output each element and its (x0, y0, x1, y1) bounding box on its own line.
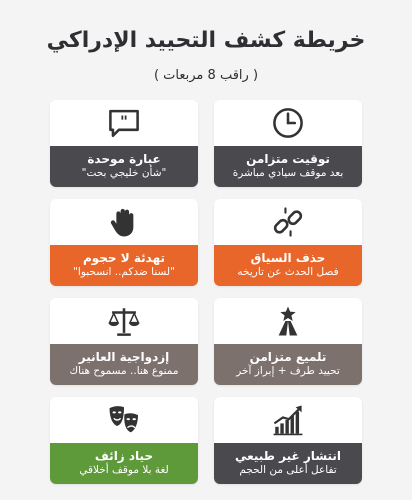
card-title: حياد زائف (94, 449, 154, 464)
card-band (214, 245, 362, 286)
card-subtitle: ممنوع هنا.. مسموح هناك (69, 365, 179, 378)
page-title: خريطة كشف التحييد الإدراكي (46, 28, 366, 53)
card-subtitle: تحييد طرف + إبراز آخر (236, 365, 340, 378)
card-title: تهدئة لا حجوم (82, 251, 166, 266)
stop-hand-icon (107, 205, 141, 239)
card-title: حذف السياق (250, 251, 326, 266)
quote-bubble-icon (107, 106, 141, 140)
card-subtitle: بعد موقف سيادي مباشرة (232, 167, 344, 180)
card-subtitle: "شأن خليجي بحت" (81, 167, 167, 180)
svg-text:": " (120, 112, 128, 131)
broken-link-icon (271, 205, 305, 239)
card-band (50, 245, 198, 286)
card-title: تلميع متزامن (249, 350, 327, 365)
card-subtitle: "لسنا ضدكم.. انسحبوا" (73, 266, 175, 279)
card-false-neutrality (50, 397, 198, 484)
card-band (50, 443, 198, 484)
card-double-standards (50, 298, 198, 385)
cards-grid (50, 100, 362, 484)
scales-icon (107, 304, 141, 338)
spotlight-star-icon (271, 304, 305, 338)
card-synchronized-polish (214, 298, 362, 385)
card-subtitle: لغة بلا موقف أخلاقي (79, 464, 169, 477)
card-title: عبارة موحدة (87, 152, 161, 167)
card-band (50, 344, 198, 385)
card-subtitle: تفاعل أعلى من الحجم (239, 464, 337, 477)
card-context-removal (214, 199, 362, 286)
card-unified-phrase (50, 100, 198, 187)
card-band (214, 443, 362, 484)
card-abnormal-spread (214, 397, 362, 484)
card-band (50, 146, 198, 187)
card-band (214, 344, 362, 385)
card-synchronized-timing (214, 100, 362, 187)
card-title: توقيت متزامن (246, 152, 330, 167)
growth-chart-icon (271, 403, 305, 437)
clock-icon (271, 106, 305, 140)
card-calming (50, 199, 198, 286)
card-title: إزدواجية العانير (78, 350, 170, 365)
card-title: انتشار غير طبيعي (234, 449, 342, 464)
page-subtitle: ( راقب 8 مربعات ) (153, 68, 259, 83)
theater-masks-icon (107, 403, 141, 437)
card-subtitle: فصل الحدث عن تاريخه (237, 266, 339, 279)
card-band (214, 146, 362, 187)
